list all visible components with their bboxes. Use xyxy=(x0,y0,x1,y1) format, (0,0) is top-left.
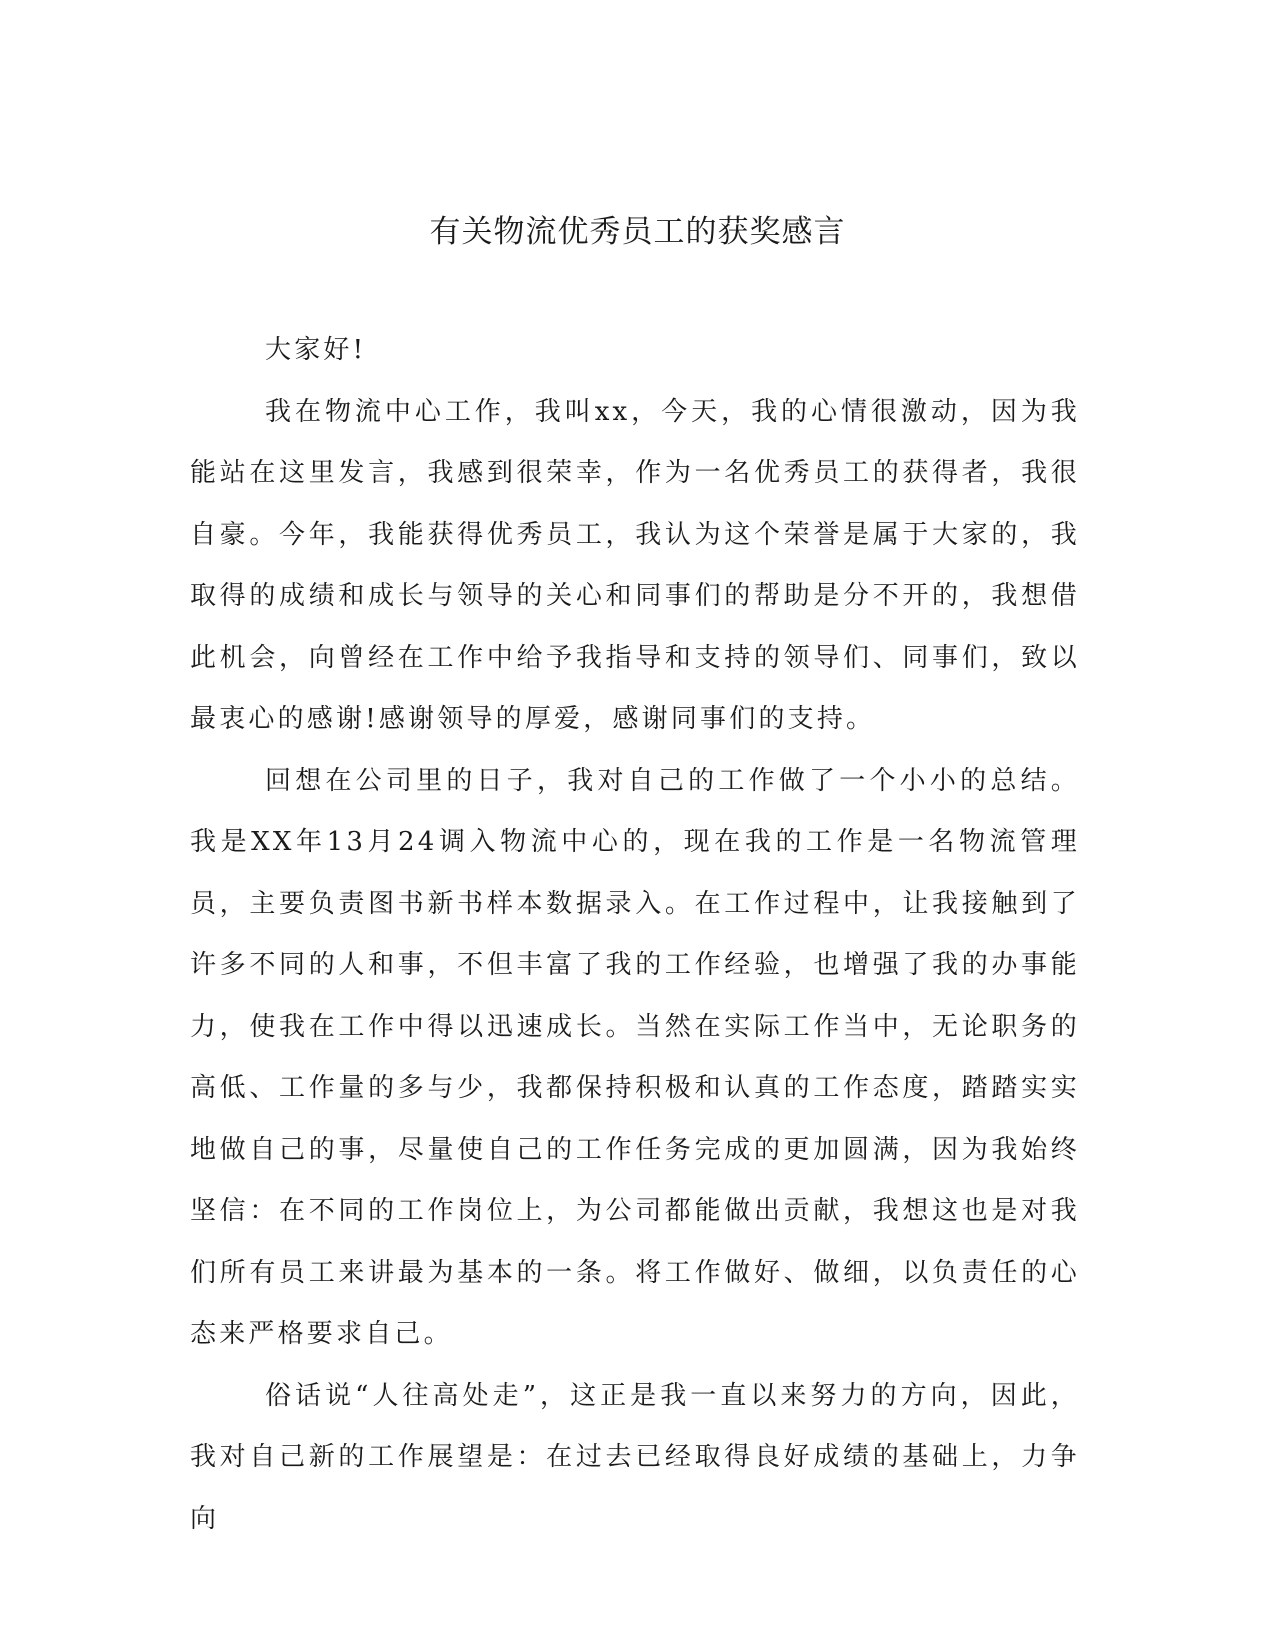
document-title: 有关物流优秀员工的获奖感言 xyxy=(429,214,846,250)
paragraph-outlook: 俗话说“人往高处走”，这正是我一直以来努力的方向，因此，我对自己新的工作展望是：在过去已经取得良好成绩的基础上，力争向 xyxy=(190,1380,1080,1534)
paragraph-introduction: 我在物流中心工作，我叫xx，今天，我的心情很激动，因为我能站在这里发言，我感到很荣幸，作为一名优秀员工的获得者，我很自豪。今年，我能获得优秀员工，我认为这个荣誉是属于大家的，我取得的成绩和成长与领导的关心和同事们的帮助是分不开的，我想借此机会，向曾经在工作中给予我指导和支持的领导们、同事们，致以最衷心的感谢!感谢领导的厚爱，感谢同事们的支持。 xyxy=(190,396,1080,734)
document-body xyxy=(190,320,1080,1550)
paragraph-greeting: 大家好! xyxy=(265,335,367,365)
paragraph-work-review: 回想在公司里的日子，我对自己的工作做了一个小小的总结。我是XX年13月24调入物流中心的，现在我的工作是一名物流管理员，主要负责图书新书样本数据录入。在工作过程中，让我接触到了许多不同的人和事，不但丰富了我的工作经验，也增强了我的办事能力，使我在工作中得以迅速成长。当然在实际工作当中，无论职务的高低、工作量的多与少，我都保持积极和认真的工作态度，踏踏实实地做自己的事，尽量使自己的工作任务完成的更加圆满，因为我始终坚信：在不同的工作岗位上，为公司都能做出贡献，我想这也是对我们所有员工来讲最为基本的一条。将工作做好、做细，以负责任的心态来严格要求自己。 xyxy=(190,765,1080,1349)
